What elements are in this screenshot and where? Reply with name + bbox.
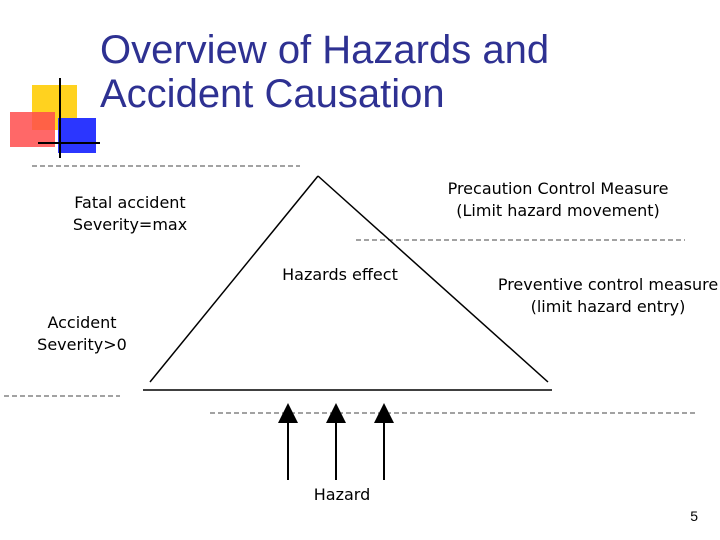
title-decoration bbox=[10, 78, 100, 158]
precaution-line-1: Precaution Control Measure bbox=[447, 179, 669, 198]
fatal-accident-line-1: Fatal accident bbox=[74, 193, 186, 212]
fatal-accident-line-2: Severity=max bbox=[72, 215, 188, 234]
title-line-1: Overview of Hazards and bbox=[100, 28, 550, 72]
page-number: 5 bbox=[690, 508, 698, 524]
precaution-control-label bbox=[438, 178, 678, 222]
hazard-label: Hazard bbox=[313, 485, 371, 504]
precaution-line-2: (Limit hazard movement) bbox=[456, 201, 660, 220]
deco-red-square bbox=[10, 112, 55, 147]
fatal-accident-label bbox=[60, 192, 200, 236]
accident-line-1: Accident bbox=[47, 313, 117, 332]
hazards-effect-label: Hazards effect bbox=[282, 265, 398, 284]
hazard-arrows bbox=[288, 413, 384, 480]
slide-title bbox=[100, 28, 549, 116]
preventive-line-1: Preventive control measure bbox=[497, 275, 719, 294]
preventive-line-2: (limit hazard entry) bbox=[530, 297, 686, 316]
accident-severity-label bbox=[30, 312, 134, 356]
deco-blue-square bbox=[58, 118, 96, 153]
accident-line-2: Severity>0 bbox=[37, 335, 127, 354]
title-line-2: Accident Causation bbox=[100, 72, 445, 116]
preventive-control-label bbox=[496, 274, 720, 318]
